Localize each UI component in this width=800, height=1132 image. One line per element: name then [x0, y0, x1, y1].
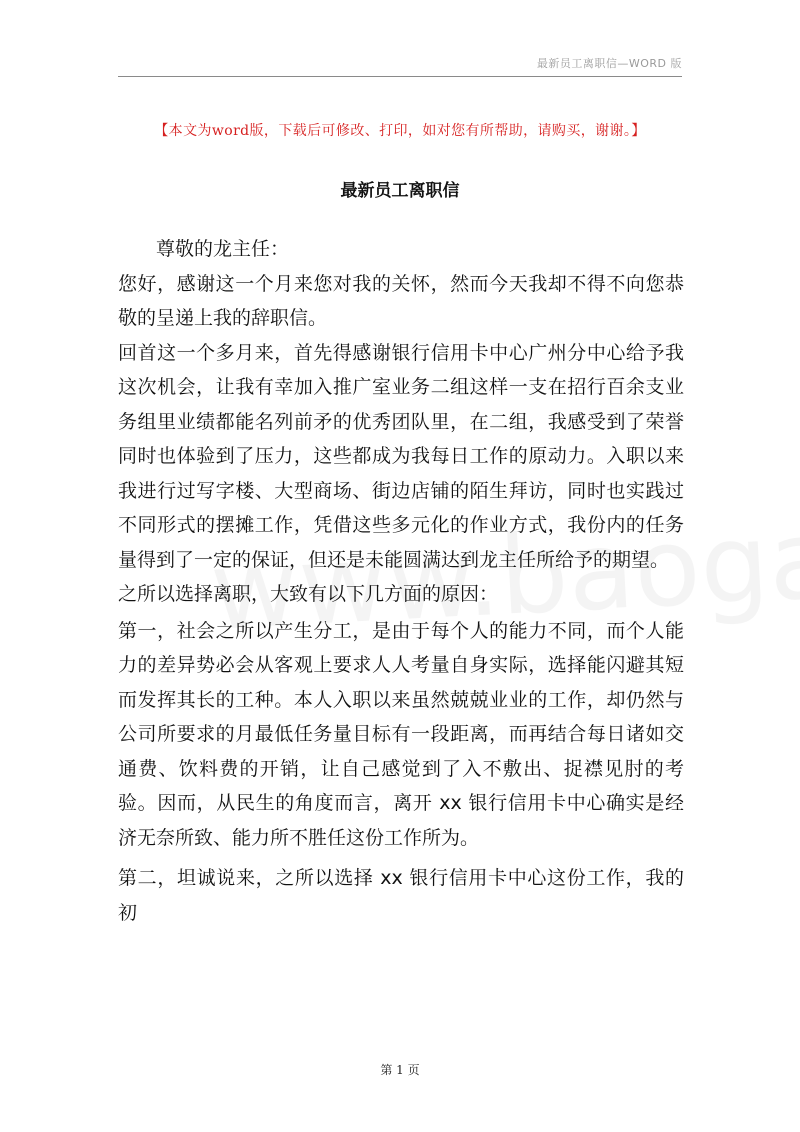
salutation: 尊敬的龙主任： — [156, 238, 290, 260]
paragraph: 第一，社会之所以产生分工，是由于每个人的能力不同，而个人能力的差异势必会从客观上要求人人考量自身实际，选择能闪避其短而发挥其长的工种。本人入职以来虽然兢兢业业的工作，却仍然与公司所要求的月最低任务量目标有一段距离，而再结合每日诸如交通费、饮料费的开销，让自己感觉到了入不敷出、捉襟见肘的考验。因而，从民生的角度而言，离开 xx 银行信用卡中心确实是经济无奈所致、能力所不胜任这份工作所为。 — [118, 619, 684, 849]
header-divider — [118, 76, 682, 77]
paragraph: 第二，坦诚说来，之所以选择 xx 银行信用卡中心这份工作，我的初 — [118, 867, 684, 924]
download-notice: 【本文为word版，下载后可修改、打印，如对您有所帮助，请购买，谢谢。】 — [154, 123, 646, 139]
running-header: 最新员工离职信—WORD 版 — [536, 57, 682, 70]
paragraph: 回首这一个多月来，首先得感谢银行信用卡中心广州分中心给予我这次机会，让我有幸加入推广室业务二组这样一支在招行百余支业务组里业绩都能名列前矛的优秀团队里，在二组，我感受到了荣誉同时也体验到了压力，这些都成为我每日工作的原动力。入职以来我进行过写字楼、大型商场、街边店铺的陌生拜访，同时也实践过不同形式的摆摊工作，凭借这些多元化的作业方式，我份内的任务量得到了一定的保证，但还是未能圆满达到龙主任所给予的期望。 — [118, 341, 684, 571]
document-body — [118, 232, 684, 930]
paragraph: 您好，感谢这一个月来您对我的关怀，然而今天我却不得不向您恭敬的呈递上我的辞职信。 — [118, 272, 684, 329]
paragraph: 之所以选择离职，大致有以下几方面的原因： — [118, 583, 499, 605]
page-number: 第 1 页 — [380, 1063, 420, 1077]
document-title: 最新员工离职信 — [340, 181, 460, 201]
